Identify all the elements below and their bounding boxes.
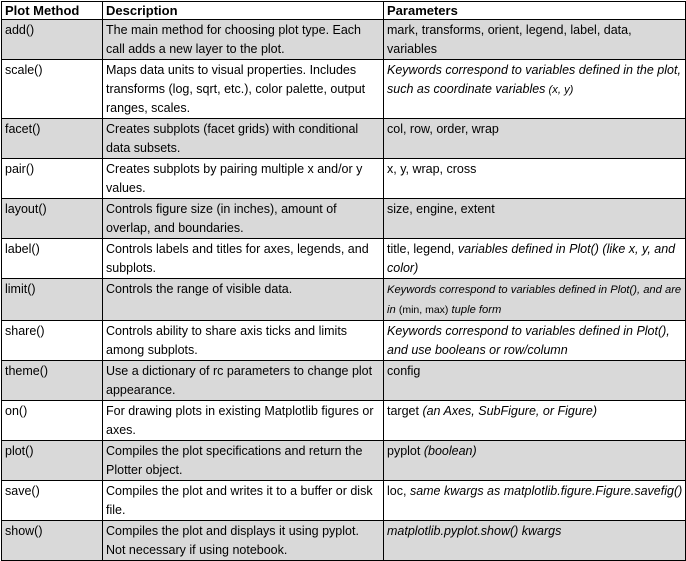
table-row [2,401,686,441]
method-cell: facet() [2,119,103,159]
method-cell: layout() [2,199,103,239]
method-cell: theme() [2,361,103,401]
parameter-text: x, y, wrap, cross [387,162,477,176]
header-parameters: Parameters [384,2,686,20]
description-cell: Controls figure size (in inches), amount of overlap, and boundaries. [103,199,384,239]
parameters-cell [384,159,686,199]
parameter-text: (x, y) [545,84,574,96]
parameters-cell [384,321,686,361]
table-row [2,521,686,561]
parameter-text: tuple form [448,304,502,316]
method-cell: scale() [2,60,103,119]
method-cell: add() [2,20,103,60]
parameter-text: (an Axes, SubFigure, or Figure) [422,404,598,418]
table-row [2,199,686,239]
description-cell: Maps data units to visual properties. Includes transforms (log, sqrt, etc.), color palette, output ranges, scales. [103,60,384,119]
parameter-text: col, row, order, wrap [387,122,499,136]
description-cell: Compiles the plot specifications and return the Plotter object. [103,441,384,481]
description-cell: Compiles the plot and displays it using pyplot. Not necessary if using notebook. [103,521,384,561]
description-cell: Controls ability to share axis ticks and limits among subplots. [103,321,384,361]
parameters-cell [384,361,686,401]
plot-methods-table [1,1,686,561]
table-row [2,481,686,521]
parameters-cell [384,60,686,119]
table-row [2,119,686,159]
parameters-cell [384,481,686,521]
parameters-cell [384,20,686,60]
method-cell: save() [2,481,103,521]
method-cell: label() [2,239,103,279]
table-row [2,20,686,60]
table-row [2,239,686,279]
parameter-text: (boolean) [423,444,477,458]
parameter-text: mark, transforms, orient, legend, label, data, variables [387,23,632,56]
parameters-cell [384,401,686,441]
description-cell: Use a dictionary of rc parameters to change plot appearance. [103,361,384,401]
header-description: Description [103,2,384,20]
parameter-text: loc, [387,484,410,498]
parameters-cell [384,521,686,561]
parameter-text: size, engine, extent [387,202,495,216]
parameters-cell [384,239,686,279]
parameter-text: pyplot [387,444,424,458]
parameter-text: target [387,404,423,418]
table-row [2,159,686,199]
parameter-text: config [387,364,421,378]
table-row [2,441,686,481]
description-cell: The main method for choosing plot type. Each call adds a new layer to the plot. [103,20,384,60]
description-cell: For drawing plots in existing Matplotlib figures or axes. [103,401,384,441]
method-cell: share() [2,321,103,361]
parameter-text: variables defined in Plot() (like x, y, and color) [387,242,676,275]
parameter-text: Keywords correspond to variables defined in Plot(), and use booleans or row/column [387,324,670,357]
header-row [2,2,686,20]
parameters-cell [384,441,686,481]
table-row [2,60,686,119]
parameter-text: (min, max) [398,304,449,316]
description-cell: Controls labels and titles for axes, legends, and subplots. [103,239,384,279]
table-row [2,361,686,401]
parameter-text: title, legend, [387,242,458,256]
parameter-text: matplotlib.pyplot.show() kwargs [387,524,562,538]
parameters-cell [384,119,686,159]
description-cell: Creates subplots by pairing multiple x and/or y values. [103,159,384,199]
parameters-cell [384,199,686,239]
header-method: Plot Method [2,2,103,20]
method-cell: pair() [2,159,103,199]
parameters-cell [384,279,686,321]
parameter-text: Keywords correspond to variables defined in the plot, such as coordinate variables [387,63,681,96]
description-cell: Compiles the plot and writes it to a buffer or disk file. [103,481,384,521]
parameter-text: same kwargs as matplotlib.figure.Figure.savefig() [409,484,683,498]
table-row [2,321,686,361]
parameter-text: Keywords correspond to variables defined in Plot(), and are in [387,284,682,316]
description-cell: Creates subplots (facet grids) with conditional data subsets. [103,119,384,159]
method-cell: plot() [2,441,103,481]
table-row [2,279,686,321]
method-cell: show() [2,521,103,561]
description-cell: Controls the range of visible data. [103,279,384,321]
method-cell: on() [2,401,103,441]
method-cell: limit() [2,279,103,321]
